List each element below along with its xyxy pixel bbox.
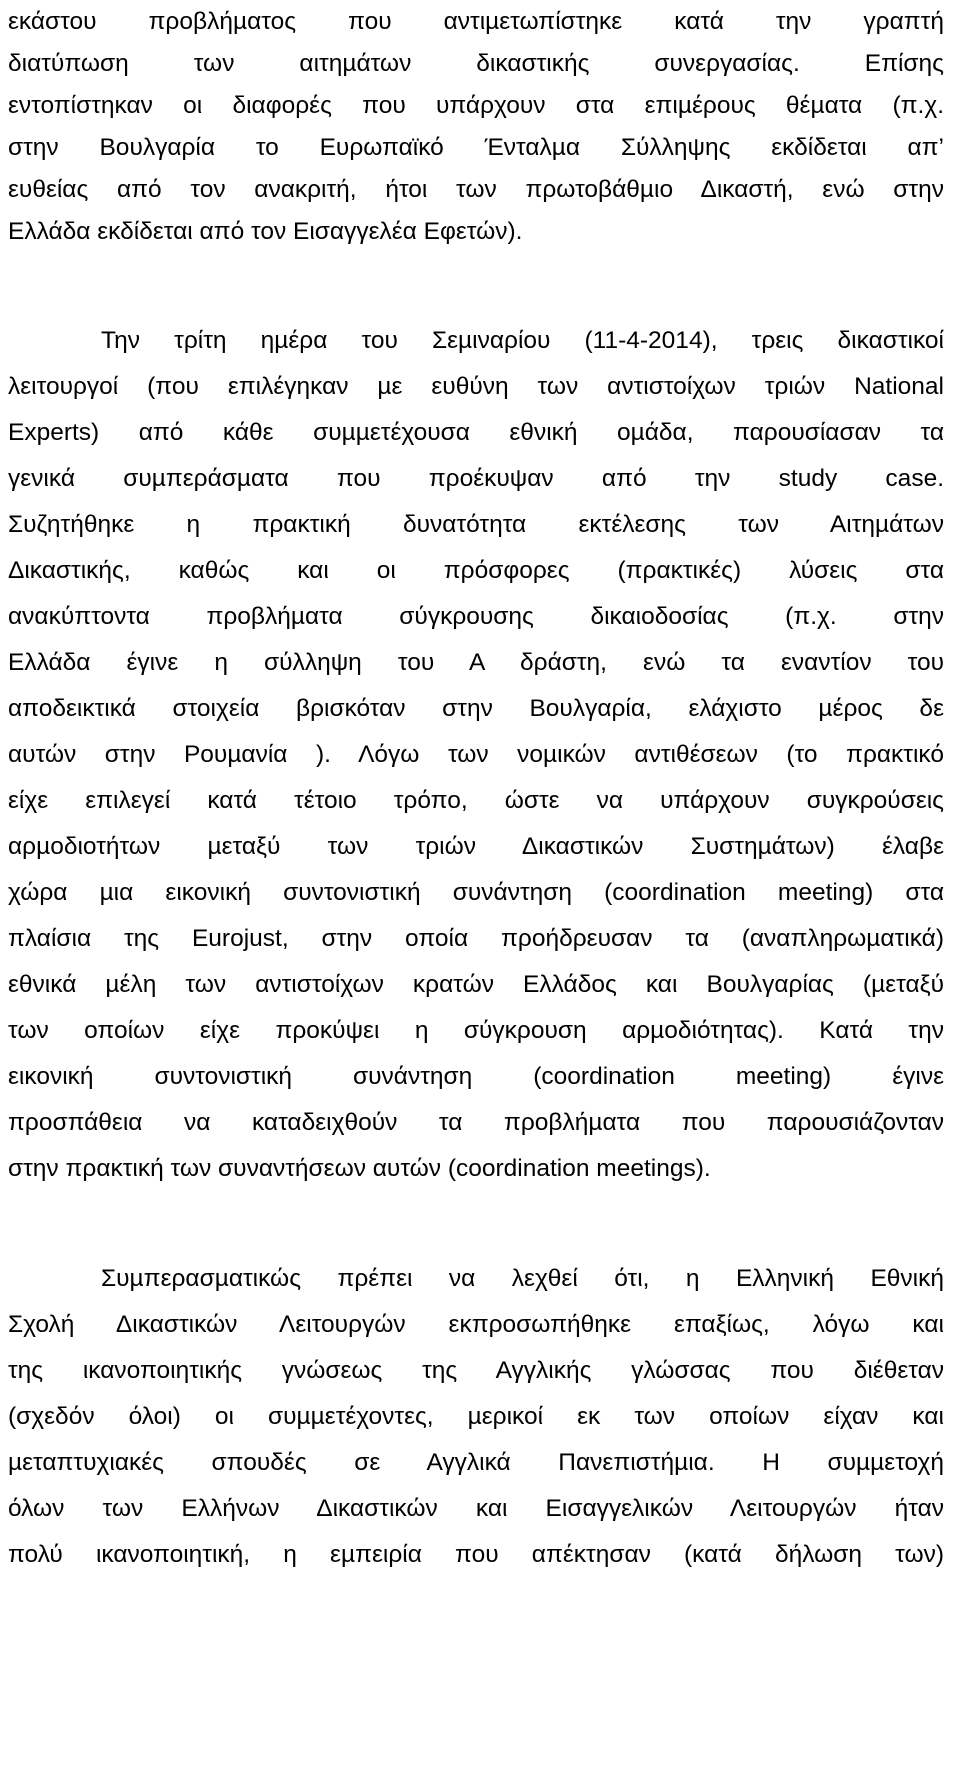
text-line: των οποίων είχε προκύψει η σύγκρουση αρµοδιότητας). Κατά την	[8, 1017, 944, 1044]
text-line: στην πρακτική των συναντήσεων αυτών (coordination meetings).	[8, 1155, 711, 1182]
text-line: Experts) από κάθε συµµετέχουσα εθνική οµάδα, παρουσίασαν τα	[8, 419, 944, 446]
text-line: Ελλάδα εκδίδεται από τον Εισαγγελέα Εφετών).	[8, 218, 523, 245]
text-line: Σχολή Δικαστικών Λειτουργών εκπροσωπήθηκε επαξίως, λόγω και	[8, 1311, 944, 1338]
text-line: αποδεικτικά στοιχεία βρισκόταν στην Βουλγαρία, ελάχιστο µέρος δε	[8, 695, 944, 722]
text-line: µεταπτυχιακές σπουδές σε Αγγλικά Πανεπιστήµια. Η συµµετοχή	[8, 1449, 944, 1476]
text-line: εκάστου προβλήµατος που αντιµετωπίστηκε κατά την γραπτή	[8, 8, 944, 35]
text-line: εντοπίστηκαν οι διαφορές που υπάρχουν στα επιµέρους θέµατα (π.χ.	[8, 92, 944, 119]
text-line: στην Βουλγαρία το Ευρωπαϊκό Ένταλµα Σύλληψης εκδίδεται απ’	[8, 134, 944, 161]
text-line: διατύπωση των αιτηµάτων δικαστικής συνεργασίας. Επίσης	[8, 50, 944, 77]
text-line: αρµοδιοτήτων µεταξύ των τριών Δικαστικών Συστηµάτων) έλαβε	[8, 833, 944, 860]
text-line: Ελλάδα έγινε η σύλληψη του Α δράστη, ενώ τα εναντίον του	[8, 649, 944, 676]
text-line: είχε επιλεγεί κατά τέτοιο τρόπο, ώστε να υπάρχουν συγκρούσεις	[8, 787, 944, 814]
text-line: αυτών στην Ρουµανία ). Λόγω των νοµικών αντιθέσεων (το πρακτικό	[8, 741, 944, 768]
text-line: λειτουργοί (που επιλέγηκαν µε ευθύνη των αντιστοίχων τριών National	[8, 373, 944, 400]
text-line: πολύ ικανοποιητική, η εµπειρία που απέκτησαν (κατά δήλωση των)	[8, 1541, 944, 1568]
text-line: ευθείας από τον ανακριτή, ήτοι των πρωτοβάθµιο Δικαστή, ενώ στην	[8, 176, 944, 203]
text-line: εθνικά µέλη των αντιστοίχων κρατών Ελλάδος και Βουλγαρίας (µεταξύ	[8, 971, 944, 998]
text-line: Συµπερασµατικώς πρέπει να λεχθεί ότι, η Ελληνική Εθνική	[101, 1265, 944, 1292]
text-line: Συζητήθηκε η πρακτική δυνατότητα εκτέλεσης των Αιτηµάτων	[8, 511, 944, 538]
text-line: (σχεδόν όλοι) οι συµµετέχοντες, µερικοί εκ των οποίων είχαν και	[8, 1403, 944, 1430]
text-line: χώρα µια εικονική συντονιστική συνάντηση (coordination meeting) στα	[8, 879, 944, 906]
text-line: Την τρίτη ηµέρα του Σεµιναρίου (11-4-2014), τρεις δικαστικοί	[101, 327, 944, 354]
text-line: προσπάθεια να καταδειχθούν τα προβλήµατα που παρουσιάζονταν	[8, 1109, 944, 1136]
text-line: πλαίσια της Eurojust, στην οποία προήδρευσαν τα (αναπληρωµατικά)	[8, 925, 944, 952]
text-line: ανακύπτοντα προβλήµατα σύγκρουσης δικαιοδοσίας (π.χ. στην	[8, 603, 944, 630]
text-line: Δικαστικής, καθώς και οι πρόσφορες (πρακτικές) λύσεις στα	[8, 557, 944, 584]
text-line: όλων των Ελλήνων Δικαστικών και Εισαγγελικών Λειτουργών ήταν	[8, 1495, 944, 1522]
text-line: της ικανοποιητικής γνώσεως της Αγγλικής γλώσσας που διέθεταν	[8, 1357, 944, 1384]
text-line: εικονική συντονιστική συνάντηση (coordination meeting) έγινε	[8, 1063, 944, 1090]
text-line: γενικά συµπεράσµατα που προέκυψαν από την study case.	[8, 465, 944, 492]
